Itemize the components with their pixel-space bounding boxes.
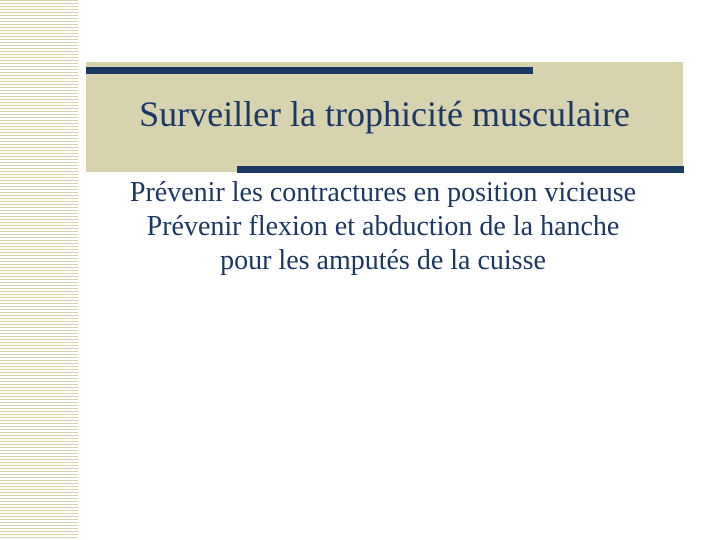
slide-body (82, 176, 684, 278)
slide-title: Surveiller la trophicité musculaire (139, 94, 630, 134)
decorative-stripe (0, 0, 78, 540)
title-rule-bottom (237, 166, 684, 173)
title-rule-top (86, 67, 533, 74)
body-line-2: Prévenir flexion et abduction de la hanche (146, 211, 620, 242)
body-line-3: pour les amputés de la cuisse (220, 245, 546, 276)
body-line-1: Prévenir les contractures en position vicieuse (129, 177, 637, 208)
